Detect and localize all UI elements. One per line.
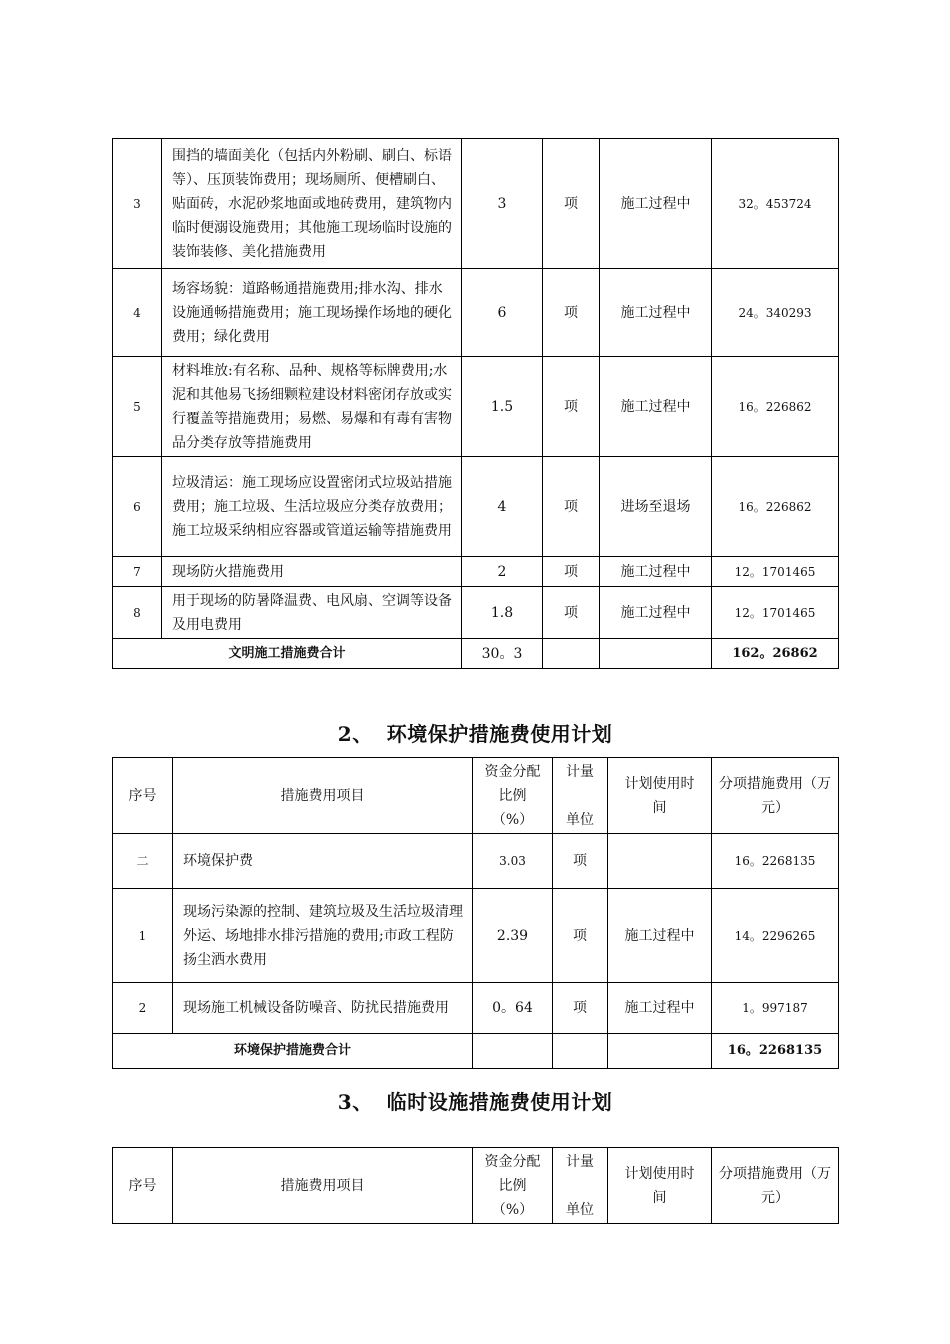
item-fee: 1。997187 — [712, 983, 839, 1034]
table-header-row — [113, 758, 839, 834]
header-unit-bottom: 单位 — [566, 811, 594, 828]
table-row — [113, 587, 839, 639]
item-fee: 16。226862 — [712, 457, 839, 557]
fee-item: 围挡的墙面美化（包括内外粉刷、刷白、标语等）、压顶装饰费用；现场厕所、便槽刷白、贴面砖，水泥砂浆地面或地砖费用，建筑物内临时便溺设施费用；其他施工现场临时设施的装饰装修、美化措施费用 — [162, 139, 462, 269]
header-unit-top: 计量 — [566, 763, 594, 780]
header-ratio: 资金分配比例（%） — [473, 758, 553, 834]
row-number: 5 — [113, 357, 162, 457]
fee-item: 环境保护费 — [173, 834, 473, 889]
table-row — [113, 357, 839, 457]
unit: 项 — [543, 139, 600, 269]
item-fee: 14。2296265 — [712, 889, 839, 983]
total-time — [600, 639, 712, 669]
fee-item: 用于现场的防暑降温费、电风扇、空调等设备及用电费用 — [162, 587, 462, 639]
unit: 项 — [543, 587, 600, 639]
unit: 项 — [543, 557, 600, 587]
header-no: 序号 — [113, 758, 173, 834]
header-unit-bottom: 单位 — [566, 1201, 594, 1218]
header-no: 序号 — [113, 1148, 173, 1224]
header-item: 措施费用项目 — [173, 758, 473, 834]
row-number: 二 — [113, 834, 173, 889]
table-row — [113, 889, 839, 983]
total-row — [113, 1034, 839, 1069]
row-number: 7 — [113, 557, 162, 587]
usage-time: 施工过程中 — [600, 139, 712, 269]
header-fee: 分项措施费用（万元） — [712, 1148, 839, 1224]
item-fee: 12。1701465 — [712, 587, 839, 639]
total-time — [608, 1034, 712, 1069]
total-label: 环境保护措施费合计 — [113, 1034, 473, 1069]
fee-item: 现场施工机械设备防噪音、防扰民措施费用 — [173, 983, 473, 1034]
fee-item: 现场防火措施费用 — [162, 557, 462, 587]
total-unit — [553, 1034, 608, 1069]
environmental-protection-table — [112, 757, 839, 1069]
header-fee: 分项措施费用（万元） — [712, 758, 839, 834]
header-time: 计划使用时间 — [608, 1148, 712, 1224]
fund-ratio: 0。64 — [473, 983, 553, 1034]
section-heading-temporary-facilities — [0, 1086, 950, 1115]
section-title: 临时设施措施费使用计划 — [386, 1090, 613, 1114]
civilized-construction-table — [112, 138, 839, 669]
fund-ratio: 1.8 — [462, 587, 543, 639]
item-fee: 32。453724 — [712, 139, 839, 269]
table-row — [113, 983, 839, 1034]
table-header-row — [113, 1148, 839, 1224]
total-unit — [543, 639, 600, 669]
usage-time: 施工过程中 — [600, 557, 712, 587]
section-number: 2、 — [337, 722, 373, 746]
temporary-facilities-table — [112, 1147, 839, 1224]
section-title: 环境保护措施费使用计划 — [386, 722, 613, 746]
unit: 项 — [553, 889, 608, 983]
table-row — [113, 139, 839, 269]
item-fee: 16。226862 — [712, 357, 839, 457]
fund-ratio: 4 — [462, 457, 543, 557]
row-number: 2 — [113, 983, 173, 1034]
total-ratio — [473, 1034, 553, 1069]
total-label: 文明施工措施费合计 — [113, 639, 462, 669]
header-time: 计划使用时间 — [608, 758, 712, 834]
usage-time: 施工过程中 — [600, 357, 712, 457]
header-unit — [553, 758, 608, 834]
row-number: 4 — [113, 269, 162, 357]
usage-time — [608, 834, 712, 889]
unit: 项 — [553, 834, 608, 889]
header-ratio: 资金分配比例（%） — [473, 1148, 553, 1224]
total-fee: 162。26862 — [712, 639, 839, 669]
fund-ratio: 1.5 — [462, 357, 543, 457]
item-fee: 24。340293 — [712, 269, 839, 357]
section-heading-environmental — [0, 718, 950, 747]
table-row — [113, 457, 839, 557]
fund-ratio: 2 — [462, 557, 543, 587]
section-number: 3、 — [337, 1090, 373, 1114]
unit: 项 — [543, 269, 600, 357]
table-row — [113, 557, 839, 587]
fee-item: 现场污染源的控制、建筑垃圾及生活垃圾清理外运、场地排水排污措施的费用;市政工程防扬尘洒水费用 — [173, 889, 473, 983]
header-unit — [553, 1148, 608, 1224]
fund-ratio: 3 — [462, 139, 543, 269]
table-row — [113, 834, 839, 889]
total-ratio: 30。3 — [462, 639, 543, 669]
header-unit-top: 计量 — [566, 1153, 594, 1170]
header-item: 措施费用项目 — [173, 1148, 473, 1224]
item-fee: 12。1701465 — [712, 557, 839, 587]
unit: 项 — [553, 983, 608, 1034]
fund-ratio: 3.03 — [473, 834, 553, 889]
table-row — [113, 269, 839, 357]
row-number: 6 — [113, 457, 162, 557]
row-number: 3 — [113, 139, 162, 269]
fund-ratio: 2.39 — [473, 889, 553, 983]
fee-item: 垃圾清运：施工现场应设置密闭式垃圾站措施费用；施工垃圾、生活垃圾应分类存放费用；施工垃圾采纳相应容器或管道运输等措施费用 — [162, 457, 462, 557]
usage-time: 施工过程中 — [608, 889, 712, 983]
fee-item: 场容场貌：道路畅通措施费用;排水沟、排水设施通畅措施费用；施工现场操作场地的硬化费用；绿化费用 — [162, 269, 462, 357]
row-number: 1 — [113, 889, 173, 983]
fee-item: 材料堆放:有名称、品种、规格等标牌费用;水泥和其他易飞扬细颗粒建设材料密闭存放或实行覆盖等措施费用；易燃、易爆和有毒有害物品分类存放等措施费用 — [162, 357, 462, 457]
total-fee: 16。2268135 — [712, 1034, 839, 1069]
unit: 项 — [543, 457, 600, 557]
usage-time: 施工过程中 — [600, 587, 712, 639]
usage-time: 施工过程中 — [600, 269, 712, 357]
total-row — [113, 639, 839, 669]
usage-time: 施工过程中 — [608, 983, 712, 1034]
unit: 项 — [543, 357, 600, 457]
row-number: 8 — [113, 587, 162, 639]
usage-time: 进场至退场 — [600, 457, 712, 557]
fund-ratio: 6 — [462, 269, 543, 357]
item-fee: 16。2268135 — [712, 834, 839, 889]
